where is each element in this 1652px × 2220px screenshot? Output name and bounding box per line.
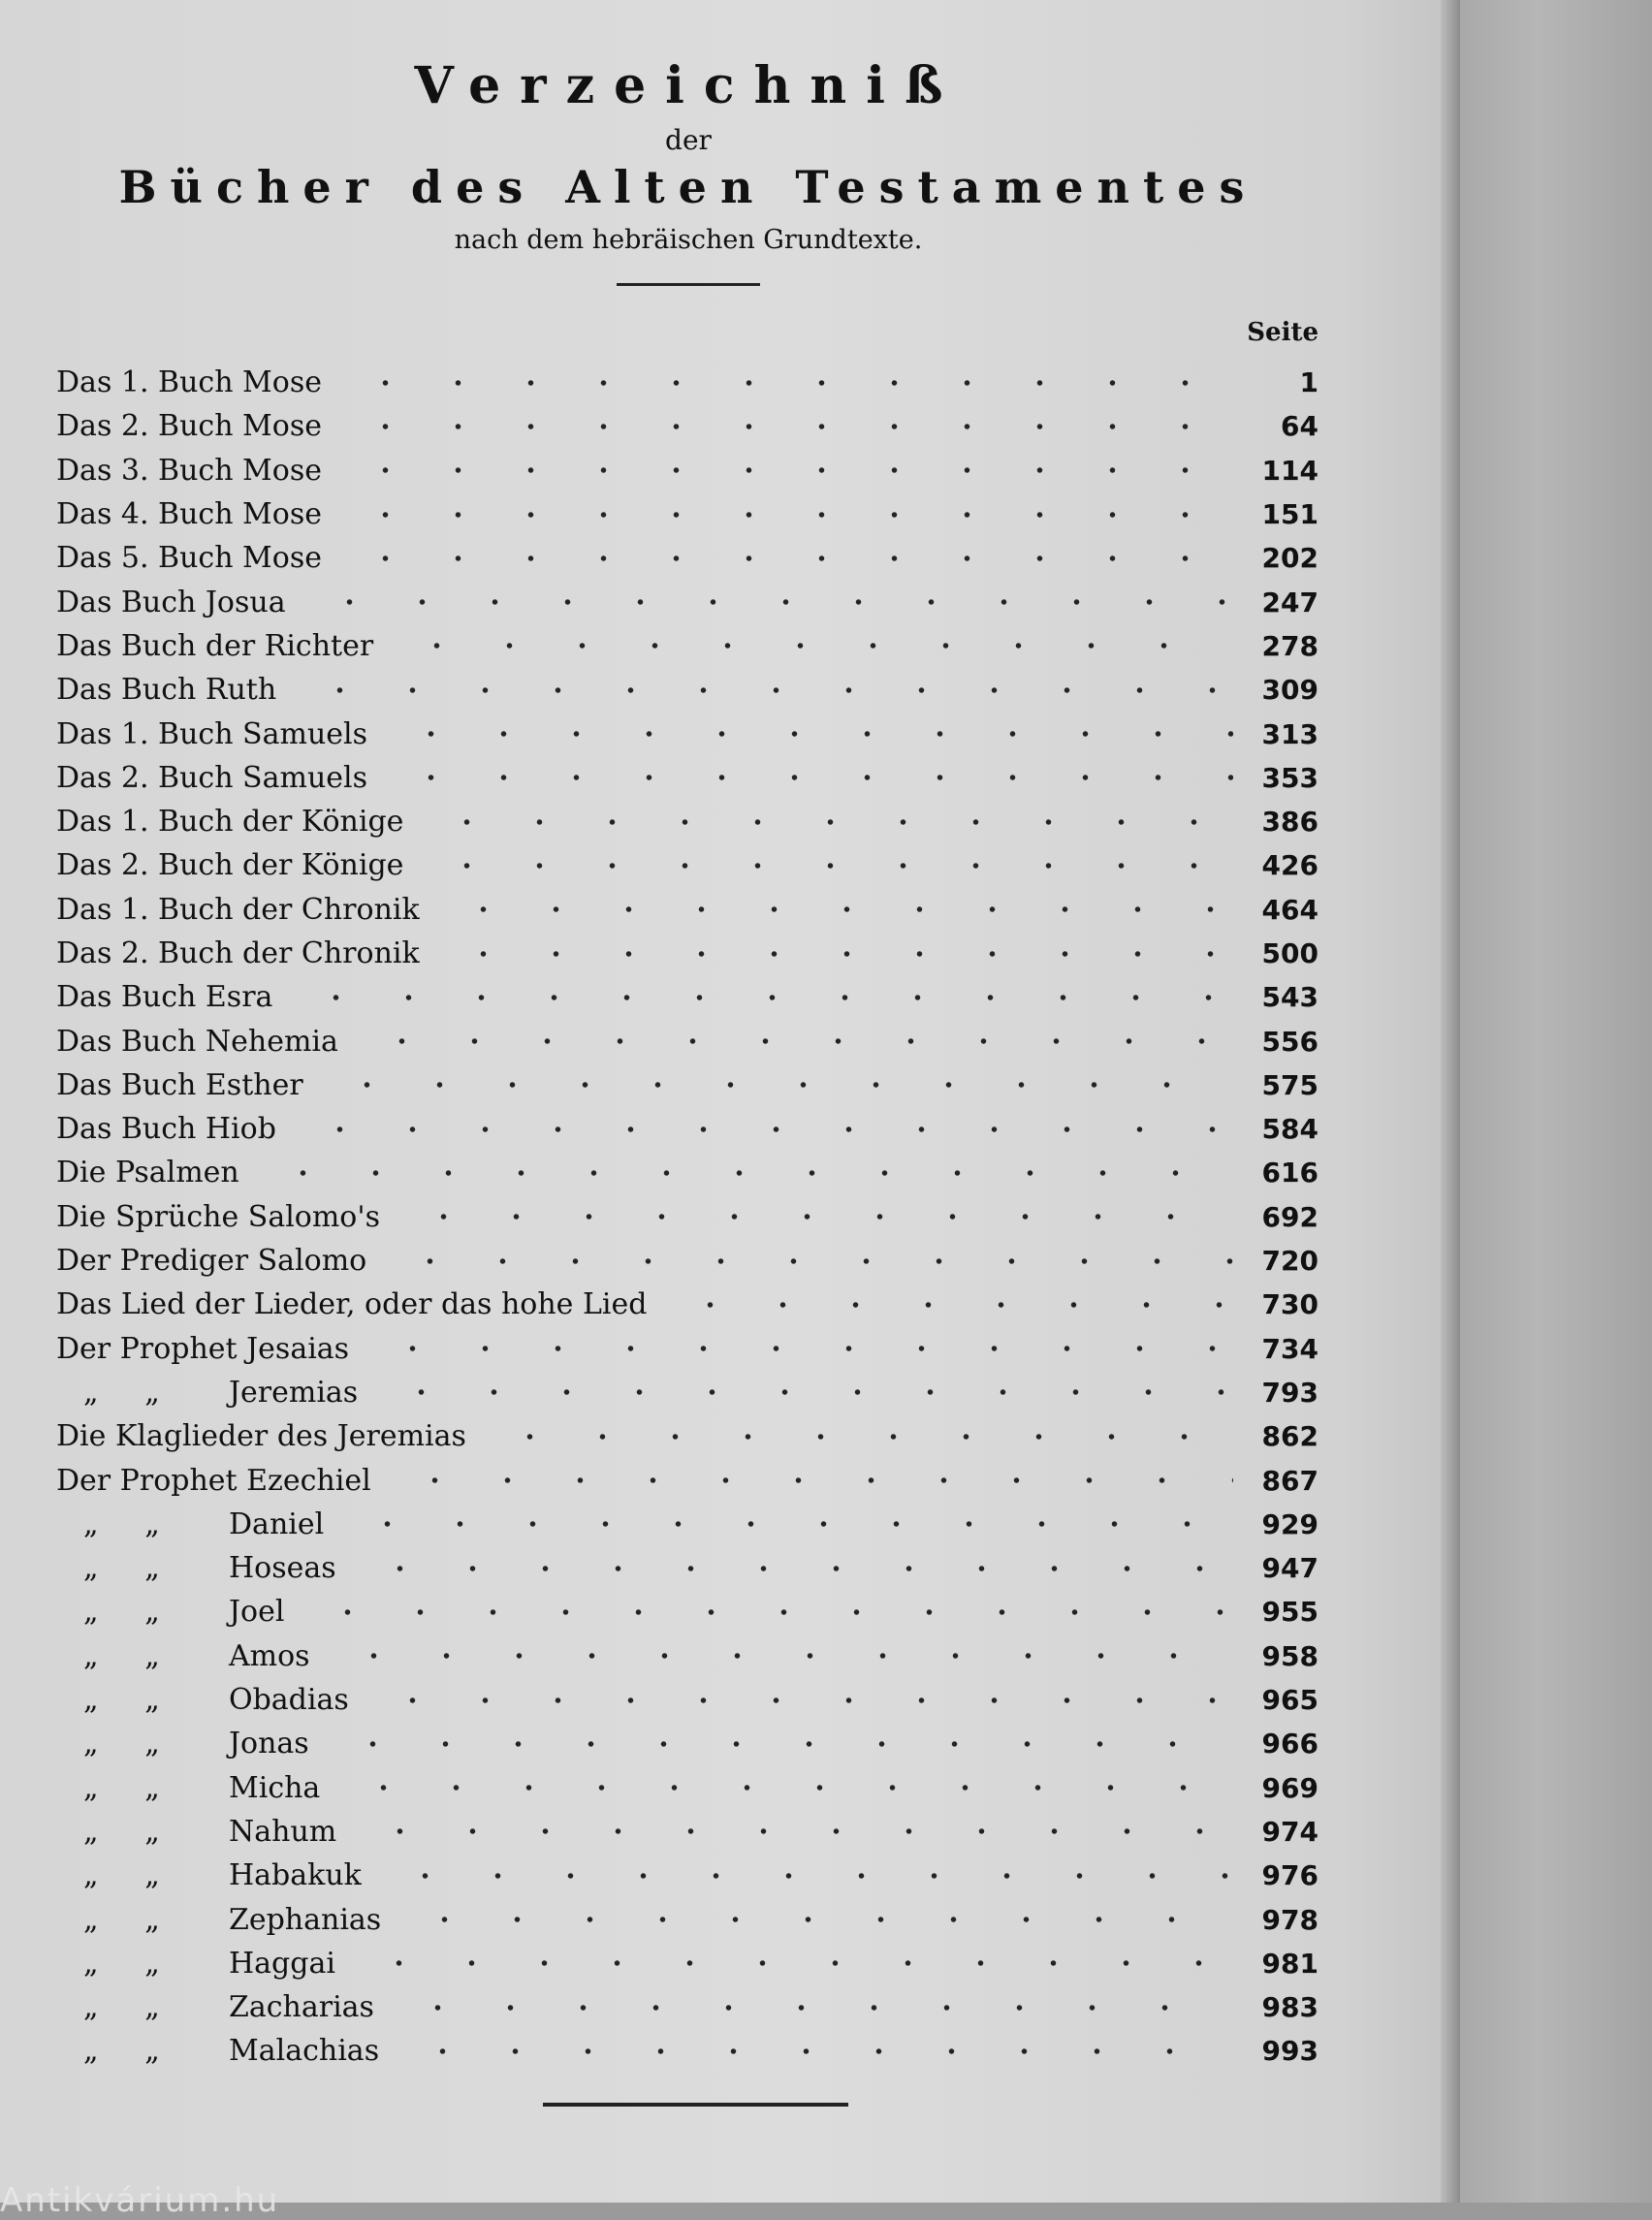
- dot-leader: [407, 1214, 1233, 1220]
- dot-leader: [398, 1477, 1233, 1483]
- table-of-contents: [56, 361, 1318, 2074]
- bottom-divider: [543, 2103, 848, 2107]
- toc-page-number: 867: [1261, 1464, 1318, 1497]
- toc-row: [56, 580, 1318, 623]
- toc-page-number: 64: [1281, 410, 1318, 443]
- toc-entry-title: Nahum: [229, 1814, 337, 1849]
- toc-row: [56, 1810, 1318, 1854]
- dot-leader: [365, 1038, 1233, 1044]
- dot-leader: [376, 1697, 1233, 1703]
- ditto-marks: [56, 1507, 229, 1541]
- toc-row: [56, 1107, 1318, 1151]
- dot-leader: [313, 599, 1233, 605]
- toc-page-number: 976: [1261, 1859, 1318, 1892]
- toc-page-number: 556: [1261, 1025, 1318, 1058]
- toc-entry-title: Joel: [229, 1595, 285, 1630]
- toc-entry-title: Das 1. Buch Mose: [56, 365, 322, 400]
- ditto-text: „ „: [83, 1595, 160, 1630]
- toc-row: [56, 1327, 1318, 1371]
- ditto-text: „ „: [83, 1990, 160, 2025]
- toc-entry-title: Das Lied der Lieder, oder das hohe Lied: [56, 1287, 648, 1322]
- ditto-text: „ „: [83, 1902, 160, 1937]
- toc-page-number: 386: [1261, 806, 1318, 839]
- toc-row: [56, 624, 1318, 668]
- dot-leader: [349, 555, 1233, 561]
- dot-leader: [303, 687, 1233, 693]
- dot-leader: [311, 1609, 1233, 1615]
- dot-leader: [351, 1521, 1233, 1527]
- toc-entry-title: Der Prediger Salomo: [56, 1244, 367, 1279]
- ditto-marks: [56, 1639, 229, 1673]
- toc-row: [56, 1590, 1318, 1633]
- dot-leader: [349, 380, 1233, 386]
- toc-row: [56, 1414, 1318, 1458]
- toc-page-number: 969: [1261, 1771, 1318, 1804]
- ditto-text: „ „: [83, 1638, 160, 1673]
- toc-page-number: 584: [1261, 1113, 1318, 1146]
- toc-page-number: 692: [1261, 1200, 1318, 1233]
- toc-entry-title: Das Buch Esther: [56, 1067, 303, 1102]
- toc-page-number: 543: [1261, 981, 1318, 1014]
- toc-row: [56, 1854, 1318, 1897]
- toc-page-number: 464: [1261, 893, 1318, 926]
- toc-page-number: 309: [1261, 674, 1318, 707]
- toc-row: [56, 2029, 1318, 2073]
- toc-row: [56, 1634, 1318, 1678]
- dot-leader: [395, 775, 1233, 780]
- dot-leader: [385, 1389, 1233, 1395]
- toc-entry-title: Jeremias: [229, 1375, 359, 1410]
- background-surface: [1460, 0, 1652, 2203]
- toc-entry-title: Daniel: [229, 1506, 325, 1541]
- ditto-text: „ „: [83, 2034, 160, 2069]
- toc-page-number: 247: [1261, 586, 1318, 618]
- toc-page-number: 947: [1261, 1552, 1318, 1585]
- toc-entry-title: Malachias: [229, 2034, 380, 2069]
- heading-buecher: Bücher des Alten Testamentes: [118, 161, 1258, 213]
- toc-entry-title: Die Psalmen: [56, 1156, 239, 1190]
- ditto-text: „ „: [83, 1727, 160, 1761]
- toc-page-number: 974: [1261, 1815, 1318, 1848]
- toc-page-number: 862: [1261, 1420, 1318, 1453]
- dot-leader: [303, 1126, 1233, 1132]
- toc-page-number: 1: [1299, 366, 1318, 399]
- toc-entry-title: Das Buch der Richter: [56, 628, 374, 663]
- dot-leader: [401, 2005, 1233, 2011]
- toc-row: [56, 800, 1318, 843]
- ditto-marks: [56, 1376, 229, 1410]
- ditto-text: „ „: [83, 1506, 160, 1541]
- dot-leader: [347, 1785, 1233, 1791]
- ditto-text: „ „: [83, 1858, 160, 1893]
- dot-leader: [447, 951, 1233, 957]
- ditto-marks: [56, 1990, 229, 2024]
- toc-row: [56, 1458, 1318, 1502]
- toc-page-number: 730: [1261, 1288, 1318, 1321]
- toc-entry-title: Jonas: [229, 1727, 309, 1761]
- heading-der: der: [665, 124, 712, 156]
- toc-page-number: 114: [1261, 454, 1318, 487]
- toc-entry-title: Der Prophet Jesaias: [56, 1331, 350, 1366]
- toc-row: [56, 1942, 1318, 1985]
- ditto-marks: [56, 1903, 229, 1937]
- ditto-marks: [56, 1727, 229, 1760]
- dot-leader: [493, 1434, 1233, 1440]
- ditto-marks: [56, 1858, 229, 1892]
- toc-row: [56, 932, 1318, 975]
- toc-entry-title: Das 1. Buch der Chronik: [56, 892, 420, 927]
- toc-entry-title: Das 2. Buch Mose: [56, 409, 322, 444]
- dot-leader: [364, 1828, 1233, 1834]
- toc-page-number: 983: [1261, 1991, 1318, 2024]
- ditto-text: „ „: [83, 1683, 160, 1718]
- toc-row: [56, 1371, 1318, 1414]
- toc-row: [56, 1063, 1318, 1107]
- toc-entry-title: Das 2. Buch Samuels: [56, 760, 368, 795]
- toc-page-number: 202: [1261, 542, 1318, 575]
- toc-row: [56, 843, 1318, 887]
- toc-entry-title: Das 5. Buch Mose: [56, 541, 322, 576]
- dot-leader: [349, 424, 1233, 429]
- toc-row: [56, 1239, 1318, 1283]
- ditto-text: „ „: [83, 1946, 160, 1981]
- column-header-seite: Seite: [1247, 318, 1318, 347]
- toc-entry-title: Amos: [229, 1638, 310, 1673]
- toc-page-number: 793: [1261, 1376, 1318, 1409]
- toc-entry-title: Das Buch Hiob: [56, 1112, 276, 1147]
- dot-leader: [395, 731, 1233, 737]
- ditto-text: „ „: [83, 1375, 160, 1410]
- dot-leader: [331, 1082, 1233, 1088]
- ditto-text: „ „: [83, 1551, 160, 1586]
- ditto-marks: [56, 1771, 229, 1805]
- ditto-marks: [56, 1551, 229, 1585]
- toc-page-number: 981: [1261, 1947, 1318, 1980]
- dot-leader: [267, 1170, 1233, 1176]
- toc-page-number: 993: [1261, 2035, 1318, 2068]
- toc-entry-title: Das 1. Buch der Könige: [56, 805, 404, 840]
- page-edge: [1441, 0, 1460, 2203]
- ditto-marks: [56, 1595, 229, 1629]
- toc-row: [56, 1019, 1318, 1062]
- toc-entry-title: Haggai: [229, 1946, 335, 1981]
- toc-page-number: 734: [1261, 1332, 1318, 1365]
- toc-page-number: 965: [1261, 1684, 1318, 1717]
- toc-row: [56, 1985, 1318, 2029]
- toc-row: [56, 1766, 1318, 1810]
- toc-entry-title: Das 1. Buch Samuels: [56, 716, 368, 751]
- top-divider: [617, 283, 760, 286]
- toc-row: [56, 1283, 1318, 1326]
- toc-entry-title: Micha: [229, 1770, 321, 1805]
- toc-page-number: 616: [1261, 1157, 1318, 1189]
- toc-row: [56, 404, 1318, 448]
- toc-entry-title: Das Buch Nehemia: [56, 1024, 338, 1059]
- dot-leader: [394, 1258, 1233, 1264]
- toc-page-number: 978: [1261, 1903, 1318, 1936]
- toc-page-number: 151: [1261, 498, 1318, 531]
- toc-entry-title: Das 3. Buch Mose: [56, 453, 322, 488]
- toc-row: [56, 449, 1318, 492]
- dot-leader: [349, 512, 1233, 518]
- toc-row: [56, 888, 1318, 932]
- dot-leader: [406, 2048, 1233, 2054]
- toc-page-number: 575: [1261, 1068, 1318, 1101]
- dot-leader: [430, 819, 1233, 825]
- toc-entry-title: Das Buch Josua: [56, 585, 286, 619]
- toc-row: [56, 1151, 1318, 1194]
- toc-entry-title: Hoseas: [229, 1551, 336, 1586]
- dot-leader: [674, 1302, 1233, 1308]
- toc-row: [56, 1503, 1318, 1546]
- toc-entry-title: Das 2. Buch der Könige: [56, 848, 404, 883]
- toc-page-number: 720: [1261, 1245, 1318, 1278]
- dot-leader: [389, 1873, 1233, 1879]
- toc-page-number: 353: [1261, 761, 1318, 794]
- dot-leader: [337, 1653, 1233, 1659]
- ditto-text: „ „: [83, 1814, 160, 1849]
- dot-leader: [408, 1917, 1233, 1922]
- toc-row: [56, 975, 1318, 1019]
- toc-row: [56, 756, 1318, 800]
- toc-page-number: 313: [1261, 717, 1318, 750]
- toc-entry-title: Das 4. Buch Mose: [56, 497, 322, 532]
- toc-page-number: 426: [1261, 849, 1318, 882]
- dot-leader: [336, 1741, 1233, 1747]
- toc-entry-title: Obadias: [229, 1683, 349, 1718]
- toc-row: [56, 536, 1318, 580]
- toc-entry-title: Habakuk: [229, 1858, 362, 1893]
- ditto-marks: [56, 1683, 229, 1717]
- toc-row: [56, 1195, 1318, 1239]
- toc-entry-title: Die Klaglieder des Jeremias: [56, 1419, 466, 1454]
- ditto-marks: [56, 1947, 229, 1981]
- ditto-marks: [56, 2034, 229, 2068]
- toc-row: [56, 1897, 1318, 1941]
- ditto-marks: [56, 1815, 229, 1849]
- toc-page-number: 966: [1261, 1728, 1318, 1760]
- toc-row: [56, 1678, 1318, 1722]
- toc-row: [56, 492, 1318, 536]
- ditto-text: „ „: [83, 1770, 160, 1805]
- heading-subtitle: nach dem hebräischen Grundtexte.: [454, 225, 923, 255]
- toc-entry-title: Der Prophet Ezechiel: [56, 1463, 371, 1498]
- dot-leader: [376, 1346, 1233, 1351]
- toc-entry-title: Das Buch Ruth: [56, 673, 277, 708]
- dot-leader: [300, 995, 1233, 1000]
- toc-page-number: 278: [1261, 629, 1318, 662]
- toc-row: [56, 1546, 1318, 1590]
- toc-entry-title: Das Buch Esra: [56, 980, 273, 1015]
- toc-row: [56, 1722, 1318, 1765]
- dot-leader: [364, 1566, 1233, 1571]
- toc-page-number: 929: [1261, 1507, 1318, 1540]
- dot-leader: [400, 643, 1233, 649]
- heading-verzeichnis: Verzeichniß: [414, 56, 963, 115]
- dot-leader: [447, 906, 1233, 912]
- dot-leader: [430, 863, 1233, 869]
- toc-entry-title: Die Sprüche Salomo's: [56, 1199, 381, 1234]
- toc-page-number: 500: [1261, 937, 1318, 969]
- toc-page-number: 958: [1261, 1639, 1318, 1672]
- dot-leader: [349, 467, 1233, 473]
- toc-row: [56, 668, 1318, 712]
- toc-entry-title: Zacharias: [229, 1990, 374, 2025]
- watermark: Antikvárium.hu: [0, 2181, 280, 2220]
- toc-row: [56, 361, 1318, 404]
- dot-leader: [363, 1960, 1233, 1966]
- toc-page-number: 955: [1261, 1596, 1318, 1629]
- toc-entry-title: Das 2. Buch der Chronik: [56, 936, 420, 970]
- toc-entry-title: Zephanias: [229, 1902, 382, 1937]
- toc-row: [56, 712, 1318, 755]
